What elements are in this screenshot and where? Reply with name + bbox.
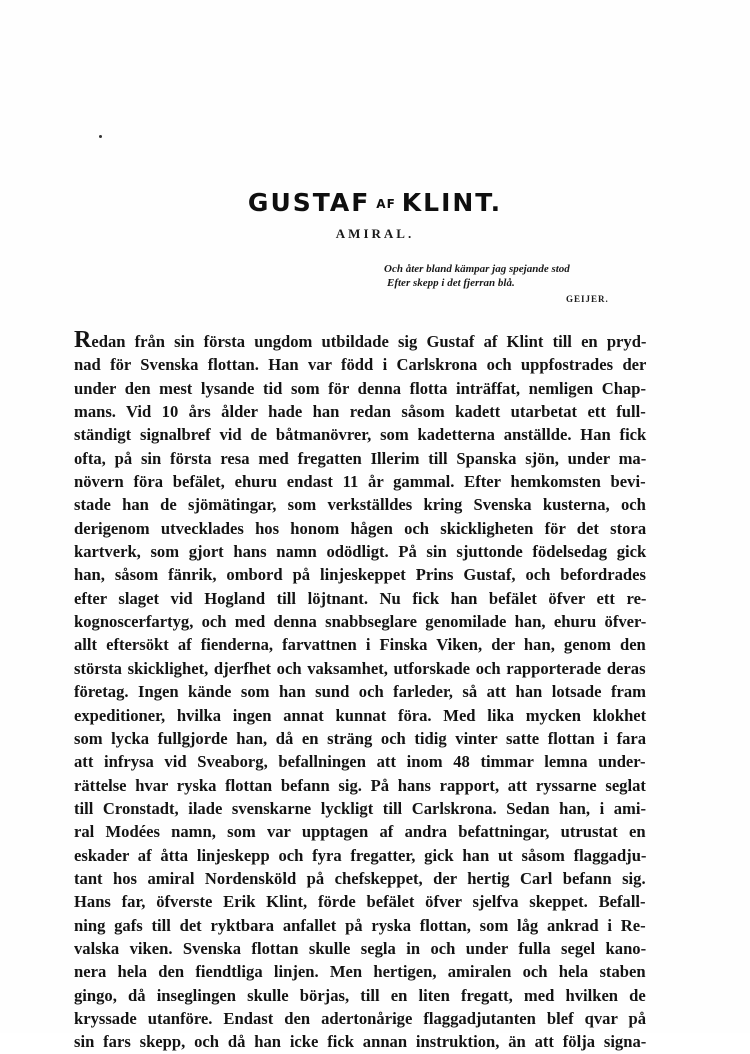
title-connector: AF [376,197,396,211]
text-line: ning gafs till det ryktbara anfallet på ryska flottan, som låg ankrad i Re- [74,915,646,935]
text-line: tant hos amiral Nordensköld på chefskeppet, der hertig Carl befann sig. [74,868,646,888]
text-line: növern föra befälet, ehuru endast 11 år gammal. Efter hemkomsten bevi- [74,472,646,492]
text-line: till Cronstadt, ilade svenskarne lyckligt till Carlskrona. Sedan han, i ami- [74,798,646,818]
text-line: nera hela den fiendtliga linjen. Men hertigen, amiralen och hela staben [74,962,646,982]
text-line: ofta, på sin första resa med fregatten Illerim till Spanska sjön, under ma- [74,448,647,468]
text-line: rättelse hvar ryska flottan befann sig. På hans rapport, att ryssarne seglat [74,775,646,795]
page-title [0,188,750,217]
text-line: sin fars skepp, och då han icke fick annan instruktion, än att följa signa- [74,1032,647,1052]
body-paragraph [74,327,647,1054]
text-line: expeditioner, hvilka ingen annat kunnat föra. Med lika mycken klokhet [74,705,647,725]
text-line: ständigt signalbref vid de båtmanövrer, som kadetterna anställde. Han fick [74,425,647,445]
epigraph-line-2: Efter skepp i det fjerran blå. [387,277,515,289]
text-line: mans. Vid 10 års ålder hade han redan såsom kadett utarbetat ett full- [74,402,646,422]
epigraph [384,262,570,290]
text-line: största skicklighet, djerfhet och vaksamhet, utforskade och rapporterade deras [74,658,646,678]
text-line: stade han de sjömätingar, som verkställdes kring Svenska kusterna, och [74,495,646,515]
ink-speck [99,135,102,138]
epigraph-author: GEIJER. [566,294,609,304]
text-line: Redan från sin första ungdom utbildade sig Gustaf af Klint till en pryd- [74,327,647,353]
text-line: gingo, då inseglingen skulle börjas, till en liten fregatt, med hvilken de [74,985,646,1005]
text-line: han, såsom fänrik, ombord på linjeskeppet Prins Gustaf, och befordrades [74,565,646,585]
epigraph-line-1: Och åter bland kämpar jag spejande stod [384,263,570,275]
page-subtitle: AMIRAL. [335,226,415,241]
title-name-last: KLINT. [401,188,503,217]
text-line: företag. Ingen kände som han sund och farleder, så att han lotsade fram [74,682,646,702]
text-line: som lycka fullgjorde han, då en sträng och tidig vinter satte flottan i fara [74,728,647,748]
text-line: under den mest lysande tid som för denna flotta inträffat, nemligen Chap- [74,378,647,398]
text-line: efter slaget vid Hogland till löjtnant. Nu fick han befälet öfver ett re- [74,588,647,608]
text-line: nad för Svenska flottan. Han var född i Carlskrona och uppfostrades der [74,355,647,375]
text-line: Hans far, öfverste Erik Klint, förde befälet öfver sjelfva skeppet. Befall- [74,892,646,912]
text-line: valska viken. Svenska flottan skulle segla in och under fulla segel kano- [74,938,647,958]
text-line: att infrysa vid Sveaborg, befallningen att inom 48 timmar lemna under- [74,752,646,772]
text-line: derigenom utvecklades hos honom hågen och skickligheten för det stora [74,518,647,538]
text-line: ral Modées namn, som var upptagen af andra befattningar, utrustat en [74,822,646,842]
drop-cap: R [74,327,92,353]
text-line: kognoscerfartyg, och med denna snabbseglare genomilade han, ehuru öfver- [74,612,647,632]
text-line: allt eftersökt af fienderna, farvattnen i Finska Viken, der han, genom den [74,635,646,655]
text-line: eskader af åtta linjeskepp och fyra fregatter, gick han ut såsom flaggadju- [74,845,647,865]
text-line: kryssade utanföre. Endast den adertonårige flaggadjutanten blef qvar på [74,1008,647,1028]
title-name-first: GUSTAF [247,188,371,217]
text-line: kartverk, som gjort hans namn odödligt. På sin sjuttonde födelsedag gick [74,542,647,562]
